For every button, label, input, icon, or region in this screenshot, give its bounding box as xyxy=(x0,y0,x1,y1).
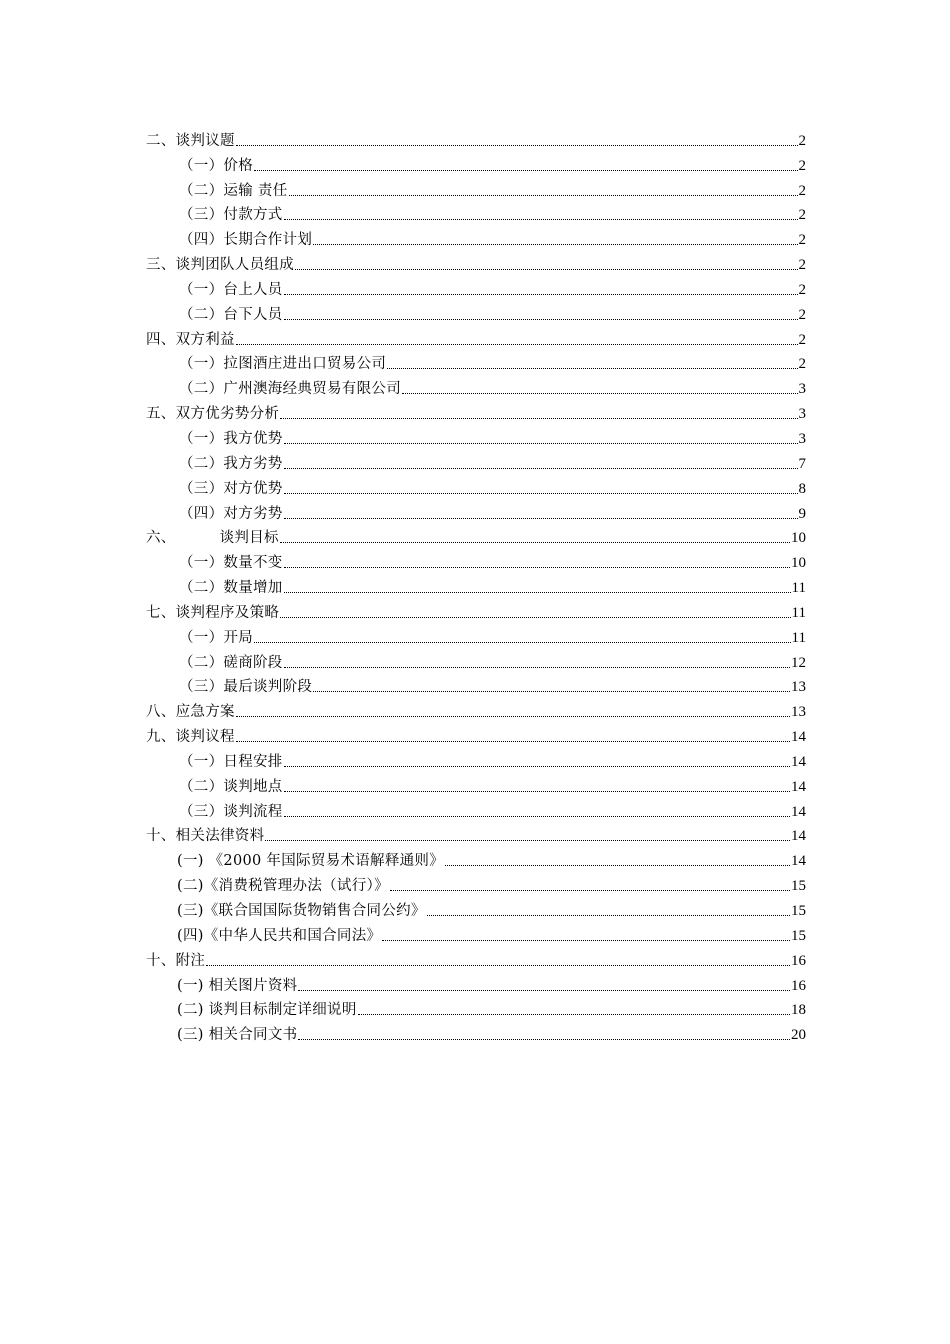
toc-entry-title: (一) 《2000 年国际贸易术语解释通则》 xyxy=(177,853,445,870)
toc-dot-leader xyxy=(236,716,790,717)
toc-entry-title: (二)《消费税管理办法（试行）》 xyxy=(177,878,389,895)
toc-entry-page-number: 14 xyxy=(791,753,806,770)
toc-dot-leader xyxy=(280,617,790,618)
toc-entry-page-number: 14 xyxy=(791,778,806,795)
toc-entry[interactable] xyxy=(146,325,806,350)
toc-entry-title: （四）长期合作计划 xyxy=(179,232,313,249)
toc-entry-page-number: 2 xyxy=(798,207,806,224)
toc-dot-leader xyxy=(387,368,797,369)
toc-entry[interactable] xyxy=(146,499,806,524)
toc-entry-title: （三）谈判流程 xyxy=(179,803,283,820)
toc-dot-leader xyxy=(284,319,798,320)
toc-entry[interactable] xyxy=(146,424,806,449)
toc-entry-page-number: 18 xyxy=(791,1002,806,1019)
toc-dot-leader xyxy=(284,816,790,817)
toc-entry[interactable] xyxy=(146,971,806,996)
toc-entry[interactable] xyxy=(146,548,806,573)
toc-entry[interactable] xyxy=(146,846,806,871)
toc-entry-title xyxy=(146,528,279,548)
toc-dot-leader xyxy=(236,145,798,146)
toc-entry-title: （一）数量不变 xyxy=(179,555,283,572)
toc-dot-leader xyxy=(284,468,798,469)
toc-entry-page-number: 2 xyxy=(798,306,806,323)
toc-dot-leader xyxy=(284,791,790,792)
toc-entry-page-number: 13 xyxy=(791,704,806,721)
toc-dot-leader xyxy=(284,493,798,494)
toc-entry-number: 六、 xyxy=(146,530,176,547)
toc-entry-page-number: 2 xyxy=(798,157,806,174)
toc-entry[interactable] xyxy=(146,151,806,176)
toc-entry-page-number: 2 xyxy=(798,356,806,373)
toc-entry[interactable] xyxy=(146,871,806,896)
toc-entry-page-number: 3 xyxy=(798,381,806,398)
toc-entry-page-number: 2 xyxy=(798,331,806,348)
toc-entry-title: （二）广州澳海经典贸易有限公司 xyxy=(179,381,401,398)
toc-entry-title: 九、谈判议程 xyxy=(146,729,235,746)
toc-dot-leader xyxy=(254,170,798,171)
toc-entry[interactable] xyxy=(146,449,806,474)
toc-entry[interactable] xyxy=(146,225,806,250)
toc-dot-leader xyxy=(236,741,790,742)
toc-entry[interactable] xyxy=(146,996,806,1021)
toc-entry-page-number: 2 xyxy=(798,281,806,298)
toc-entry-page-number: 3 xyxy=(798,406,806,423)
toc-entry-title: （一）拉图酒庄进出口贸易公司 xyxy=(179,356,387,373)
toc-entry[interactable] xyxy=(146,722,806,747)
toc-dot-leader xyxy=(284,567,790,568)
toc-dot-leader xyxy=(382,940,790,941)
toc-entry-page-number: 2 xyxy=(798,132,806,149)
toc-entry-title: 八、应急方案 xyxy=(146,704,235,721)
toc-entry-title: （一）我方优势 xyxy=(179,430,283,447)
toc-entry[interactable] xyxy=(146,921,806,946)
toc-dot-leader xyxy=(390,890,790,891)
toc-dot-leader xyxy=(358,1014,790,1015)
toc-entry-title: 三、谈判团队人员组成 xyxy=(146,257,294,274)
toc-entry[interactable] xyxy=(146,176,806,201)
toc-entry-page-number: 12 xyxy=(791,654,806,671)
toc-dot-leader xyxy=(298,990,790,991)
toc-entry-page-number: 9 xyxy=(798,505,806,522)
toc-entry-page-number: 14 xyxy=(791,853,806,870)
toc-entry[interactable] xyxy=(146,648,806,673)
toc-entry-page-number: 13 xyxy=(791,679,806,696)
toc-entry[interactable] xyxy=(146,946,806,971)
toc-entry-title: （三）对方优势 xyxy=(179,480,283,497)
toc-entry-page-number: 15 xyxy=(791,927,806,944)
toc-entry-title: 七、谈判程序及策略 xyxy=(146,604,280,621)
toc-dot-leader xyxy=(284,766,790,767)
toc-entry-title: (三)《联合国国际货物销售合同公约》 xyxy=(177,903,426,919)
toc-dot-leader xyxy=(284,592,791,593)
toc-entry[interactable] xyxy=(146,201,806,226)
toc-entry-page-number: 3 xyxy=(798,430,806,447)
toc-entry-page-number: 2 xyxy=(798,257,806,274)
toc-dot-leader xyxy=(265,840,790,841)
toc-dot-leader xyxy=(295,269,798,270)
toc-dot-leader xyxy=(284,443,798,444)
toc-entry-title: （二）磋商阶段 xyxy=(179,654,283,671)
toc-entry-page-number: 16 xyxy=(791,977,806,994)
toc-entry-page-number: 14 xyxy=(791,803,806,820)
toc-dot-leader xyxy=(284,219,798,220)
toc-entry-title: 十、相关法律资料 xyxy=(146,828,265,845)
toc-entry[interactable] xyxy=(146,747,806,772)
toc-entry-title: （一）日程安排 xyxy=(179,753,283,770)
toc-entry-title: 二、谈判议题 xyxy=(146,132,235,149)
toc-dot-leader xyxy=(206,965,790,966)
toc-dot-leader xyxy=(284,294,798,295)
toc-entry[interactable] xyxy=(146,797,806,822)
toc-entry-title: （一）价格 xyxy=(179,157,253,174)
toc-list xyxy=(146,126,806,1045)
toc-entry-title: （四）对方劣势 xyxy=(179,505,283,522)
toc-entry[interactable] xyxy=(146,374,806,399)
toc-entry-page-number: 14 xyxy=(791,828,806,845)
toc-entry-title: 十、附注 xyxy=(146,952,206,969)
toc-entry-page-number: 11 xyxy=(791,629,806,646)
toc-entry[interactable] xyxy=(146,350,806,375)
toc-entry[interactable] xyxy=(146,300,806,325)
toc-dot-leader xyxy=(313,691,790,692)
toc-dot-leader xyxy=(313,244,797,245)
toc-entry-page-number: 11 xyxy=(791,604,806,621)
toc-entry-page-number: 2 xyxy=(798,232,806,249)
toc-dot-leader xyxy=(298,1039,790,1040)
toc-dot-leader xyxy=(280,418,797,419)
toc-dot-leader xyxy=(402,393,798,394)
toc-entry[interactable] xyxy=(146,399,806,424)
toc-entry-page-number: 8 xyxy=(798,480,806,497)
toc-entry-title: (三) 相关合同文书 xyxy=(177,1027,298,1044)
toc-entry[interactable] xyxy=(146,250,806,275)
toc-entry-title: （二）运输 责任 xyxy=(179,182,288,199)
toc-entry[interactable] xyxy=(146,697,806,722)
toc-entry-title: （二）台下人员 xyxy=(179,306,283,323)
toc-entry-text: 谈判目标 xyxy=(219,530,279,547)
toc-entry-title: （三）最后谈判阶段 xyxy=(179,679,313,696)
toc-dot-leader xyxy=(254,642,791,643)
toc-dot-leader xyxy=(280,542,790,543)
toc-entry[interactable] xyxy=(146,896,806,921)
toc-dot-leader xyxy=(289,195,798,196)
toc-entry[interactable] xyxy=(146,524,806,549)
toc-entry-title: （一）台上人员 xyxy=(179,281,283,298)
toc-entry-page-number: 10 xyxy=(791,555,806,572)
toc-entry[interactable] xyxy=(146,623,806,648)
toc-entry-title: (二) 谈判目标制定详细说明 xyxy=(177,1002,357,1019)
toc-entry-page-number: 15 xyxy=(791,903,806,919)
toc-entry[interactable] xyxy=(146,822,806,847)
table-of-contents xyxy=(146,126,806,1045)
toc-entry[interactable] xyxy=(146,772,806,797)
toc-entry-title: (一) 相关图片资料 xyxy=(177,977,298,994)
toc-entry[interactable] xyxy=(146,126,806,151)
toc-entry[interactable] xyxy=(146,474,806,499)
toc-entry-page-number: 2 xyxy=(798,182,806,199)
toc-entry-page-number: 7 xyxy=(798,455,806,472)
toc-entry[interactable] xyxy=(146,598,806,623)
toc-dot-leader xyxy=(445,865,790,866)
toc-entry[interactable] xyxy=(146,275,806,300)
toc-entry-title: （三）付款方式 xyxy=(179,207,283,224)
toc-entry-title: （一）开局 xyxy=(179,629,253,646)
toc-entry[interactable] xyxy=(146,1020,806,1045)
toc-entry-title: （二）谈判地点 xyxy=(179,778,283,795)
toc-dot-leader xyxy=(284,518,798,519)
toc-entry-page-number: 10 xyxy=(791,530,806,547)
toc-entry-title: 四、双方利益 xyxy=(146,331,235,348)
toc-entry[interactable] xyxy=(146,573,806,598)
toc-dot-leader xyxy=(427,915,790,916)
toc-entry-title: (四)《中华人民共和国合同法》 xyxy=(177,927,382,944)
toc-entry-title: （二）我方劣势 xyxy=(179,455,283,472)
toc-entry-page-number: 11 xyxy=(791,580,806,597)
toc-entry-page-number: 15 xyxy=(791,878,806,895)
toc-entry-page-number: 20 xyxy=(791,1027,806,1044)
toc-entry-title: （二）数量增加 xyxy=(179,580,283,597)
toc-entry[interactable] xyxy=(146,673,806,698)
toc-entry-title: 五、双方优劣势分析 xyxy=(146,406,280,423)
toc-entry-page-number: 14 xyxy=(791,729,806,746)
toc-dot-leader xyxy=(284,667,790,668)
toc-entry-page-number: 16 xyxy=(791,952,806,969)
toc-dot-leader xyxy=(236,344,798,345)
